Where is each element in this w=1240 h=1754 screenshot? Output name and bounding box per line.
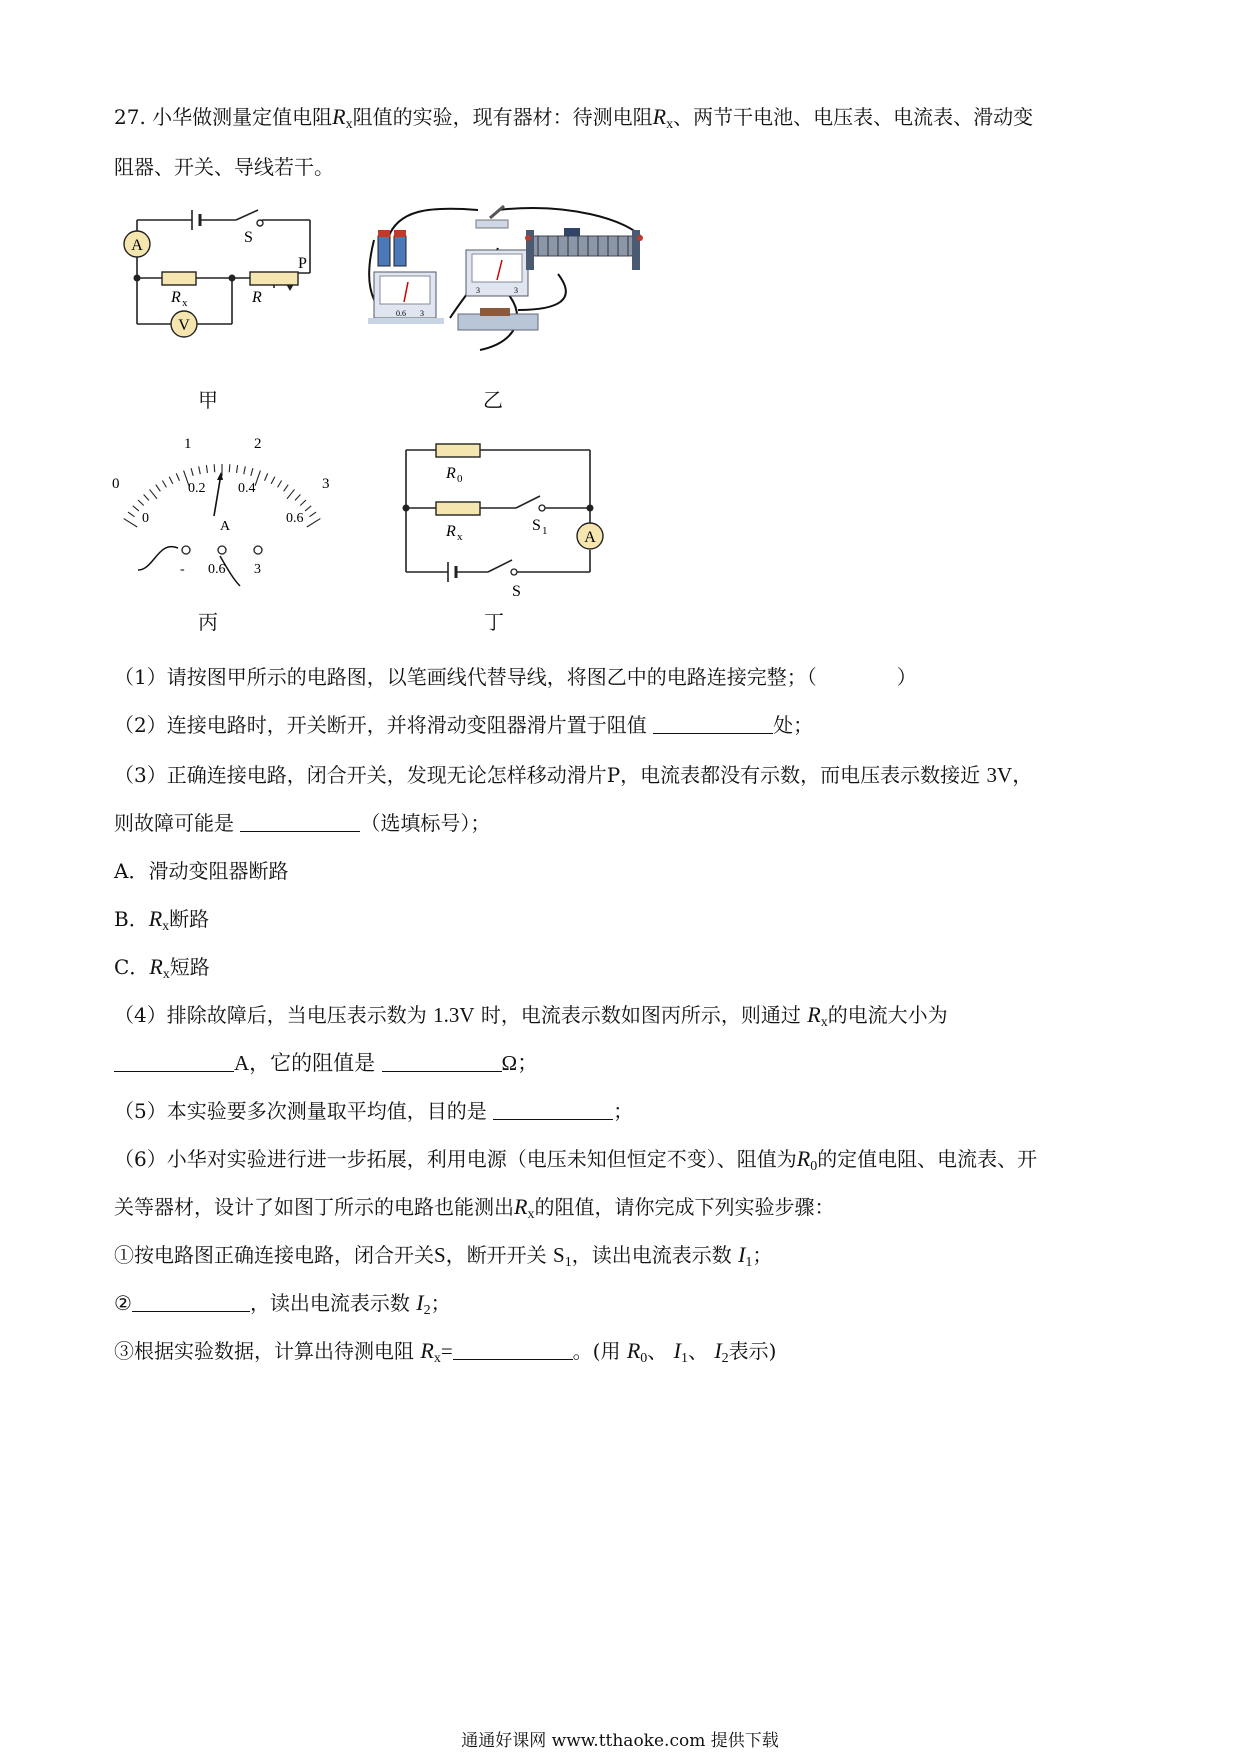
dial-tick bbox=[191, 468, 193, 476]
dial-tick bbox=[214, 464, 215, 472]
part-1: （1）请按图甲所示的电路图，以笔画线代替导线，将图乙中的电路连接完整；（ ） bbox=[114, 665, 917, 689]
answer-blank-6c[interactable] bbox=[453, 1339, 573, 1360]
voltmeter-label: V bbox=[178, 317, 190, 334]
option-c: C．$R_x$短路 bbox=[114, 954, 210, 982]
svg-text:1: 1 bbox=[542, 525, 548, 537]
svg-text:3: 3 bbox=[420, 309, 424, 318]
dial-tick bbox=[206, 465, 207, 473]
figure-yi-caption: 乙 bbox=[483, 388, 503, 412]
figure-ding-circuit bbox=[396, 440, 636, 600]
option-a: A．滑动变阻器断路 bbox=[114, 859, 289, 883]
svg-text:0.6: 0.6 bbox=[208, 562, 226, 577]
figure-bing-caption: 丙 bbox=[198, 610, 218, 634]
step-1: ①按电路图正确连接电路，闭合开关S，断开开关 $S_1$，读出电流表示数 $I_1$； bbox=[114, 1242, 773, 1270]
svg-text:3: 3 bbox=[476, 286, 480, 295]
dial-tick bbox=[156, 485, 161, 492]
part-4-line2: A，它的阻值是 Ω； bbox=[114, 1050, 538, 1076]
dial-tick bbox=[162, 480, 166, 487]
svg-text:0.4: 0.4 bbox=[238, 481, 256, 496]
rx-label: R bbox=[171, 289, 181, 306]
dial-tick bbox=[271, 477, 275, 484]
dial-tick bbox=[295, 495, 300, 501]
figure-bing-ammeter-dial bbox=[104, 430, 344, 590]
part-5: （5）本实验要多次测量取平均值，目的是 ； bbox=[114, 1099, 634, 1123]
answer-blank-4a[interactable] bbox=[114, 1051, 234, 1072]
svg-text:x: x bbox=[457, 531, 463, 543]
dial-tick bbox=[229, 464, 230, 472]
step-3: ③根据实验数据，计算出待测电阻 $R_x=$ 。(用 $R_0$、 $I_1$、 $I_2$表示) bbox=[114, 1338, 777, 1366]
dial-tick bbox=[124, 519, 138, 527]
dial-tick bbox=[287, 489, 294, 498]
svg-text:0: 0 bbox=[457, 473, 463, 485]
dial-tick bbox=[128, 512, 134, 517]
dial-tick bbox=[251, 468, 253, 476]
step-2: ② ，读出电流表示数 $I_2$； bbox=[114, 1290, 451, 1318]
svg-text:0: 0 bbox=[112, 476, 120, 492]
svg-text:0: 0 bbox=[142, 511, 149, 526]
figure-yi-apparatus bbox=[368, 200, 658, 370]
svg-text:R: R bbox=[446, 523, 456, 540]
dial-tick bbox=[305, 506, 311, 511]
dial-tick bbox=[144, 495, 149, 501]
dial-tick bbox=[307, 519, 321, 527]
svg-text:0.2: 0.2 bbox=[188, 481, 206, 496]
svg-text:2: 2 bbox=[254, 436, 262, 452]
dial-tick bbox=[278, 480, 282, 487]
answer-blank-5[interactable] bbox=[493, 1099, 613, 1120]
part-4: （4）排除故障后，当电压表示数为 1.3V 时，电流表示数如图丙所示，则通过 $R_x$的电流大小为 bbox=[114, 1002, 948, 1030]
svg-text:A: A bbox=[584, 529, 596, 546]
dial-tick bbox=[310, 512, 316, 517]
figure-jia-circuit bbox=[112, 198, 327, 373]
dial-tick bbox=[284, 485, 289, 492]
svg-text:A: A bbox=[220, 519, 231, 534]
question-stem: 27. 小华做测量定值电阻$R_x$阻值的实验，现有器材：待测电阻$R_x$、两节干电池、电压表、电流表、滑动变 bbox=[114, 104, 1034, 132]
svg-text:3: 3 bbox=[254, 562, 261, 577]
dial-tick bbox=[133, 506, 139, 511]
question-stem-line2: 阻器、开关、导线若干。 bbox=[114, 155, 334, 179]
option-b: B．$R_x$断路 bbox=[114, 906, 210, 934]
part-6-line2: 关等器材，设计了如图丁所示的电路也能测出$R_x$的阻值，请你完成下列实验步骤： bbox=[114, 1194, 835, 1222]
svg-text:3: 3 bbox=[514, 286, 518, 295]
rx-sub: x bbox=[182, 297, 188, 309]
dial-tick bbox=[176, 473, 179, 480]
svg-text:R: R bbox=[446, 465, 456, 482]
dial-tick bbox=[237, 465, 238, 473]
dial-tick bbox=[255, 471, 260, 486]
answer-blank-2[interactable] bbox=[653, 713, 773, 734]
answer-blank-4b[interactable] bbox=[382, 1051, 502, 1072]
answer-blank-6b[interactable] bbox=[132, 1291, 250, 1312]
dial-tick bbox=[169, 477, 173, 484]
svg-text:-: - bbox=[180, 562, 185, 577]
svg-text:S: S bbox=[532, 517, 541, 534]
switch-label: S bbox=[244, 229, 253, 246]
dial-tick bbox=[244, 466, 246, 474]
footer-watermark: 通通好课网 www.tthaoke.com 提供下载 bbox=[461, 1731, 779, 1751]
svg-text:S: S bbox=[512, 583, 521, 600]
ammeter-label: A bbox=[131, 237, 143, 254]
answer-blank-3[interactable] bbox=[240, 811, 360, 832]
slider-label: P bbox=[298, 255, 307, 272]
svg-text:1: 1 bbox=[184, 436, 192, 452]
svg-text:0.6: 0.6 bbox=[396, 309, 406, 318]
svg-text:3: 3 bbox=[322, 476, 330, 492]
part-2: （2）连接电路时，开关断开，并将滑动变阻器滑片置于阻值 处； bbox=[114, 713, 814, 737]
dial-tick bbox=[300, 500, 306, 506]
svg-text:0.6: 0.6 bbox=[286, 511, 304, 526]
dial-tick bbox=[265, 473, 268, 480]
figure-jia-caption: 甲 bbox=[198, 388, 218, 412]
part-6: （6）小华对实验进行进一步拓展，利用电源（电压未知但恒定不变）、阻值为$R_0$的定值电阻、电流表、开 bbox=[114, 1146, 1038, 1174]
part-3-line2: 则故障可能是 （选填标号）； bbox=[114, 811, 491, 835]
dial-tick bbox=[150, 489, 157, 498]
figure-ding-caption: 丁 bbox=[484, 610, 504, 634]
part-3: （3）正确连接电路，闭合开关，发现无论怎样移动滑片P，电流表都没有示数，而电压表示数接近 3V， bbox=[114, 763, 1034, 787]
dial-tick bbox=[199, 466, 201, 474]
r-label: R bbox=[252, 289, 262, 306]
dial-tick bbox=[138, 500, 144, 506]
